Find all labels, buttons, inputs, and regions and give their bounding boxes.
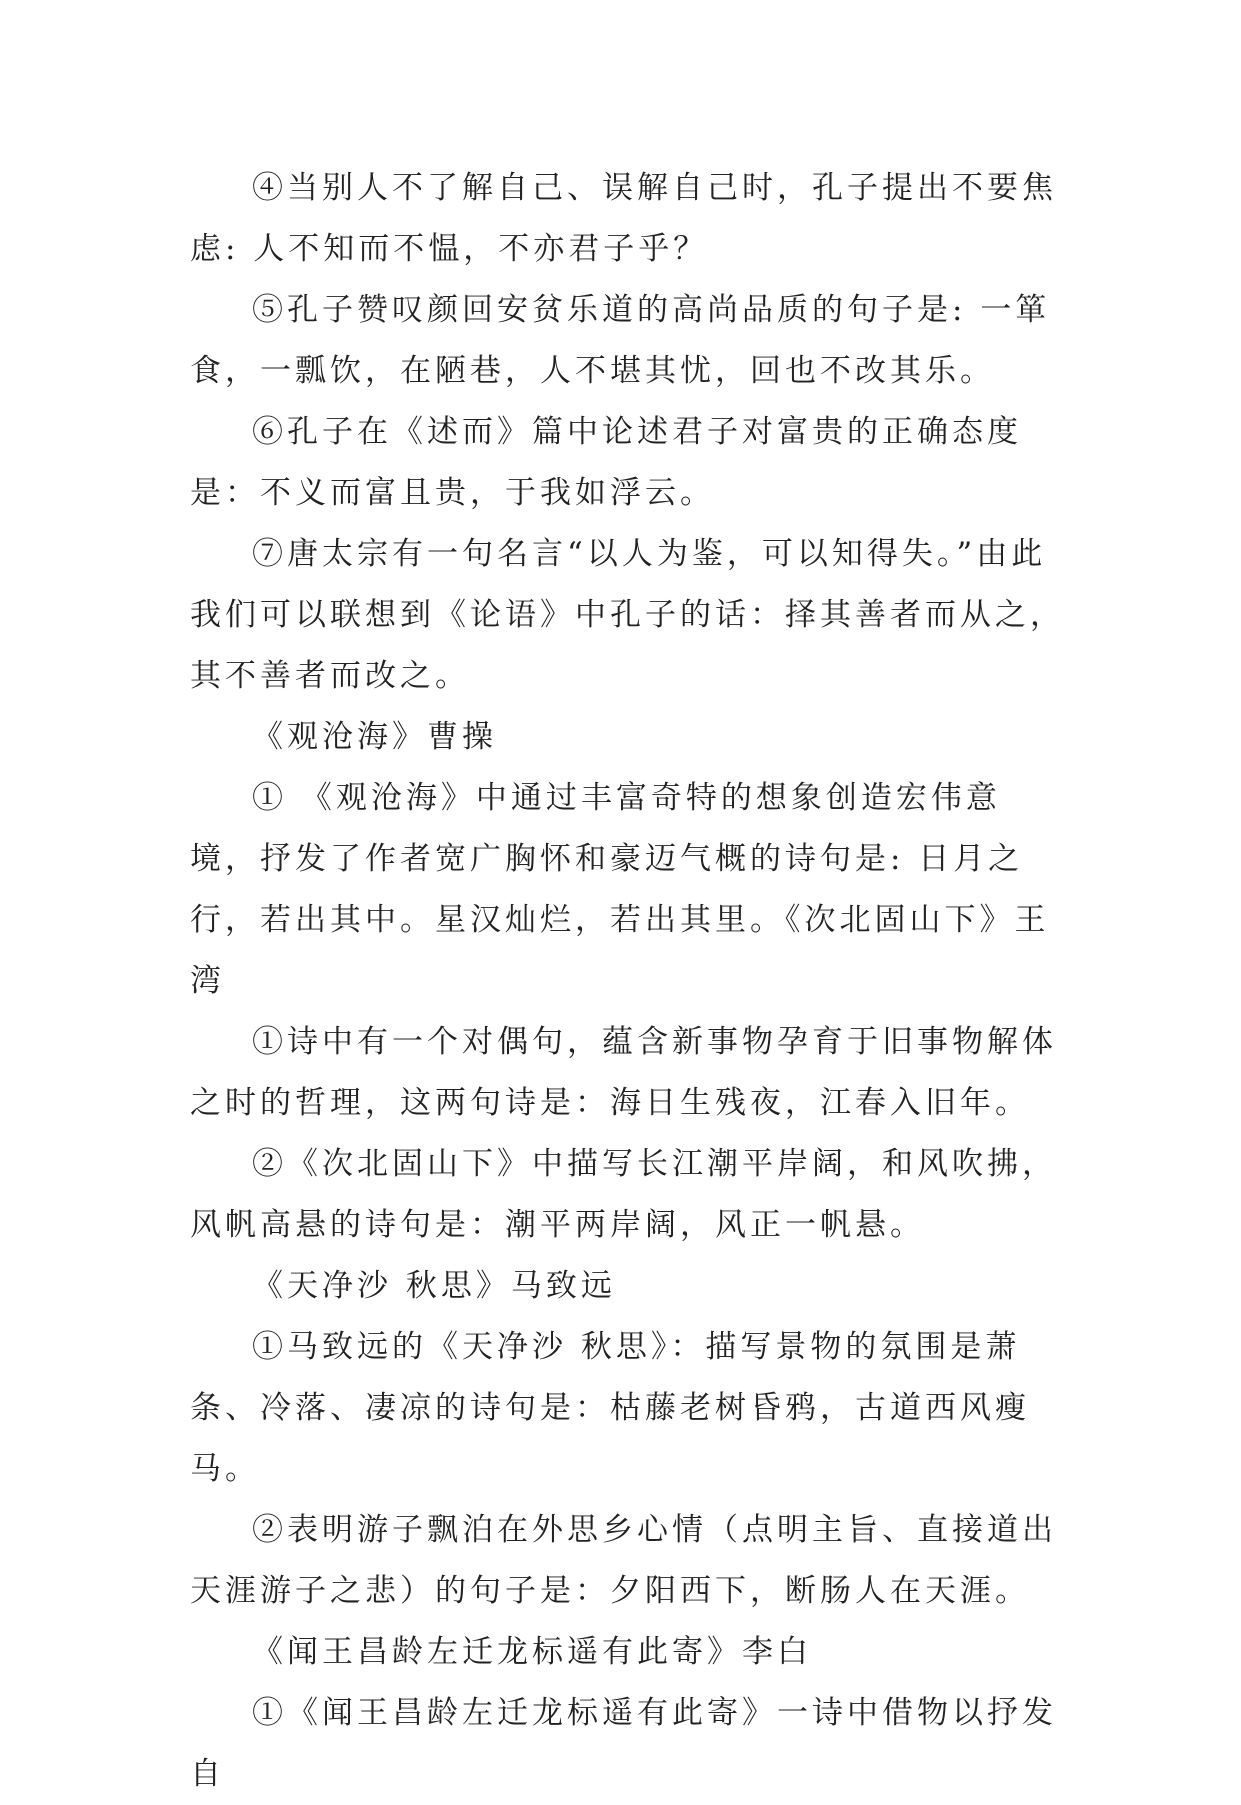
paragraph-guan-cang-hai-1: ① 《观沧海》中通过丰富奇特的想象创造宏伟意境，抒发了作者宽广胸怀和豪迈气概的诗句是: 日月之行，若出其中。星汉灿烂，若出其里。《次北固山下》王湾 — [190, 780, 1050, 999]
document-body — [190, 158, 1070, 1805]
paragraph-confucius-6: ⑥孔子在《述而》篇中论述君子对富贵的正确态度是：不义而富且贵，于我如浮云。 — [190, 414, 1022, 511]
paragraph-ci-bei-gu-shan-1: ①诗中有一个对偶句，蕴含新事物孕育于旧事物解体之时的哲理，这两句诗是：海日生残夜，江春入旧年。 — [190, 1024, 1057, 1121]
section-title-wen-wang-changling: 《闻王昌龄左迁龙标遥有此寄》李白 — [252, 1634, 812, 1670]
paragraph-ci-bei-gu-shan-2: ②《次北固山下》中描写长江潮平岸阔，和风吹拂，风帆高悬的诗句是：潮平两岸阔，风正一帆悬。 — [190, 1146, 1057, 1243]
paragraph-tian-jing-sha-1: ①马致远的《天净沙 秋思》：描写景物的氛围是萧条、冷落、凄凉的诗句是：枯藤老树昏鸦，古道西风瘦马。 — [190, 1329, 1030, 1487]
paragraph-tian-jing-sha-2: ②表明游子飘泊在外思乡心情（点明主旨、直接道出天涯游子之悲）的句子是：夕阳西下，断肠人在天涯。 — [190, 1512, 1057, 1609]
paragraph-wen-wang-changling-1: ①《闻王昌龄左迁龙标遥有此寄》一诗中借物以抒发自 — [190, 1695, 1057, 1792]
paragraph-confucius-5: ⑤孔子赞叹颜回安贫乐道的高尚品质的句子是: 一箪食，一瓢饮，在陋巷，人不堪其忧，回也不改其乐。 — [190, 292, 1051, 389]
paragraph-confucius-7: ⑦唐太宗有一句名言“以人为鉴，可以知得失。”由此我们可以联想到《论语》中孔子的话：择其善者而从之，其不善者而改之。 — [190, 536, 1065, 694]
section-title-tian-jing-sha: 《天净沙 秋思》马致远 — [252, 1268, 616, 1304]
paragraph-confucius-4: ④当别人不了解自己、误解自己时，孔子提出不要焦虑: 人不知而不愠，不亦君子乎？ — [190, 170, 1057, 267]
section-title-guan-cang-hai: 《观沧海》曹操 — [252, 719, 497, 755]
